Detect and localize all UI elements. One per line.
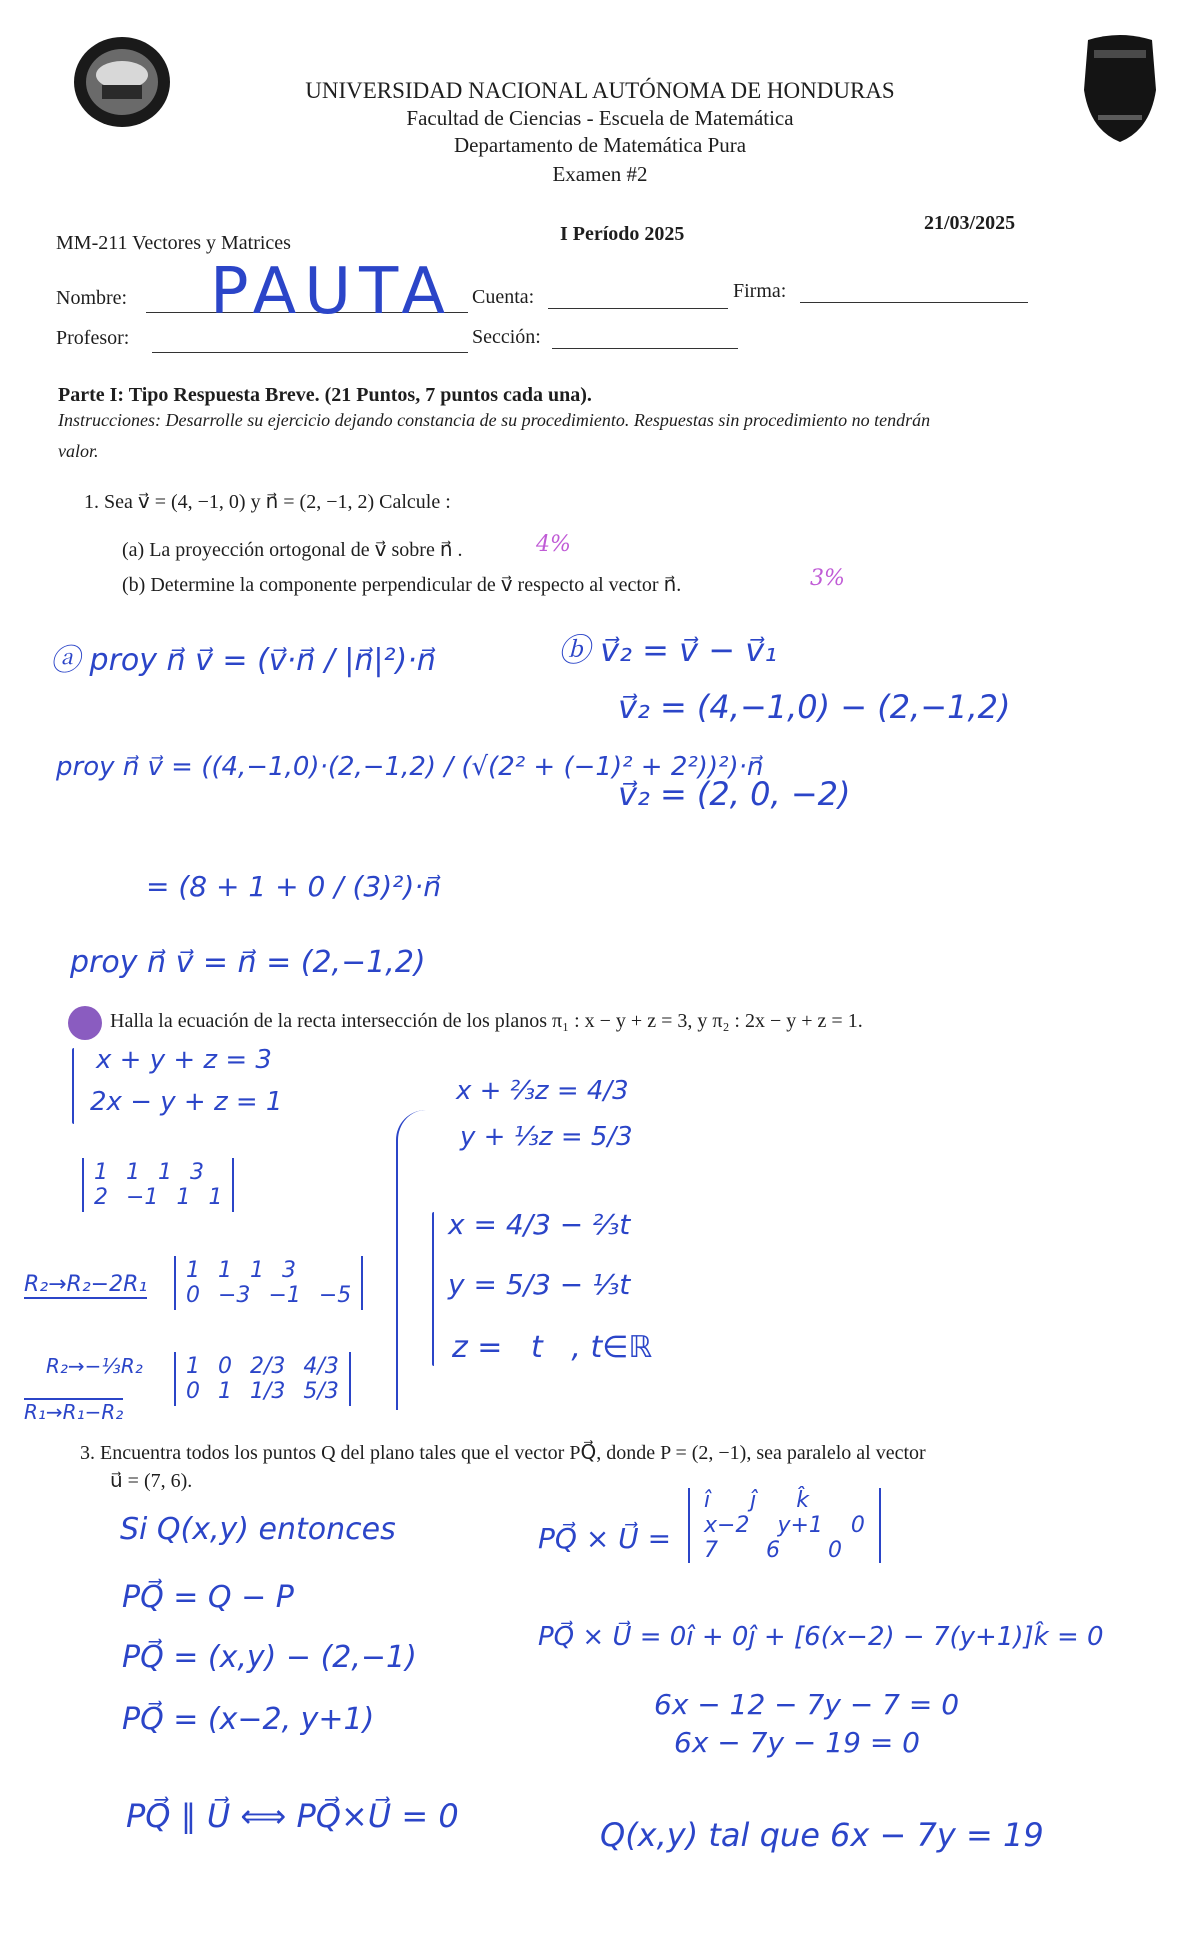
q3-work-2: PQ⃗ = Q − P (122, 1580, 294, 1615)
q2-system-eq2: 2x − y + z = 1 (90, 1087, 283, 1117)
part1-title: Parte I: Tipo Respuesta Breve. (21 Puntos, 7 puntos cada una). (58, 384, 592, 406)
q2-param-y: y = 5/3 − ⅓t (448, 1268, 631, 1301)
q2-statement: Halla la ecuación de la recta intersección de los planos π₁ : x − y + z = 3, y π₂ : 2x − y + z = 1. (110, 1010, 863, 1032)
q2-system-brace (72, 1048, 74, 1124)
q3-work-3: PQ⃗ = (x,y) − (2,−1) (122, 1640, 417, 1675)
q3-expanded: 6x − 12 − 7y − 7 = 0 (654, 1688, 960, 1721)
signature-label: Firma: (733, 280, 787, 302)
q1-work-b-3: v⃗₂ = (2, 0, −2) (618, 775, 851, 813)
q3-work-1: Si Q(x,y) entonces (120, 1512, 396, 1547)
q1-work-a-4: proy n⃗ v⃗ = n⃗ = (2,−1,2) (70, 945, 426, 980)
q1-work-a-2: proy n⃗ v⃗ = ((4,−1,0)·(2,−1,2) / (√(2² + (−1)² + 2²))²)·n⃗ (56, 752, 764, 782)
exam-title: Examen #2 (552, 162, 648, 186)
q2-eq-2: y + ⅓z = 5/3 (460, 1122, 633, 1152)
q3-work-4: PQ⃗ = (x−2, y+1) (122, 1702, 375, 1737)
name-value: PAUTA (210, 255, 454, 329)
faculty-title: Facultad de Ciencias - Escuela de Matemática (406, 106, 794, 130)
name-label: Nombre: (56, 287, 128, 309)
q3-cross-label: PQ⃗ × U⃗ = (538, 1522, 672, 1555)
period-label: I Período 2025 (560, 223, 685, 245)
q3-determinant: î ĵ k̂ x−2 y+1 0 7 6 0 (688, 1488, 881, 1563)
q1-part-b: (b) Determine la componente perpendicular de v⃗ respecto al vector n⃗. (122, 574, 682, 596)
q2-op-1: R₂→R₂−2R₁ (24, 1272, 148, 1297)
q1-work-b-2: v⃗₂ = (4,−1,0) − (2,−1,2) (618, 688, 1011, 726)
q1-work-b-1: ⓑ v⃗₂ = v⃗ − v⃗₁ (558, 631, 777, 669)
q3-simplified: 6x − 7y − 19 = 0 (674, 1726, 920, 1759)
q3-cross-result: PQ⃗ × U⃗ = 0î + 0ĵ + [6(x−2) − 7(y+1)]k̂ = 0 (538, 1622, 1104, 1652)
university-title: UNIVERSIDAD NACIONAL AUTÓNOMA DE HONDURAS (305, 78, 895, 103)
q2-op-2b: R₁→R₁−R₂ (24, 1400, 124, 1424)
faculty-logo (1080, 30, 1160, 145)
q1-part-a: (a) La proyección ortogonal de v⃗ sobre n⃗ . (122, 539, 463, 561)
q2-system-eq1: x + y + z = 3 (96, 1045, 272, 1075)
unah-logo (72, 35, 172, 130)
section-label: Sección: (472, 326, 541, 348)
professor-label: Profesor: (56, 327, 130, 349)
q1-statement: 1. Sea v⃗ = (4, −1, 0) y n⃗ = (2, −1, 2) Calcule : (84, 491, 451, 513)
part1-instructions-cont: valor. (58, 441, 99, 461)
q2-op-2a: R₂→−⅓R₂ (46, 1354, 143, 1378)
q3-statement-cont: u⃗ = (7, 6). (110, 1470, 193, 1492)
q2-eq-1: x + ⅔z = 4/3 (456, 1076, 629, 1106)
q2-matrix-1: 1 1 1 3 2 −1 1 1 (82, 1158, 234, 1212)
q2-number-mark (68, 1006, 102, 1040)
q3-work-5: PQ⃗ ∥ U⃗ ⟺ PQ⃗×U⃗ = 0 (126, 1797, 459, 1835)
department-title: Departamento de Matemática Pura (453, 133, 747, 157)
course-label: MM-211 Vectores y Matrices (56, 232, 291, 254)
q2-matrix-2: 1 1 1 3 0 −3 −1 −5 (174, 1256, 363, 1310)
part1-instructions: Instrucciones: Desarrolle su ejercicio dejando constancia de su procedimiento. Respuestas sin procedimiento no tendrán (58, 410, 931, 430)
q2-matrix-3: 1 0 2/3 4/3 0 1 1/3 5/3 (174, 1352, 351, 1406)
q1-work-a-3: = (8 + 1 + 0 / (3)²)·n⃗ (146, 870, 441, 903)
account-label: Cuenta: (472, 286, 535, 308)
date-label: 21/03/2025 (924, 212, 1016, 234)
q1-b-points: 3% (810, 566, 845, 591)
q1-a-points: 4% (536, 532, 571, 557)
q3-statement: 3. Encuentra todos los puntos Q del plano tales que el vector PQ⃗, donde P = (2, −1), sea paralelo al vector (80, 1442, 926, 1464)
q2-param-brace (432, 1212, 434, 1366)
q2-param-x: x = 4/3 − ⅔t (448, 1208, 631, 1241)
q3-answer: Q(x,y) tal que 6x − 7y = 19 (600, 1816, 1044, 1854)
q1-work-a-1: ⓐ proy n⃗ v⃗ = (v⃗·n⃗ / |n⃗|²)·n⃗ (50, 643, 436, 678)
q2-arrow-line (396, 1110, 428, 1410)
q2-param-z: z = t , t∈ℝ (452, 1330, 653, 1365)
